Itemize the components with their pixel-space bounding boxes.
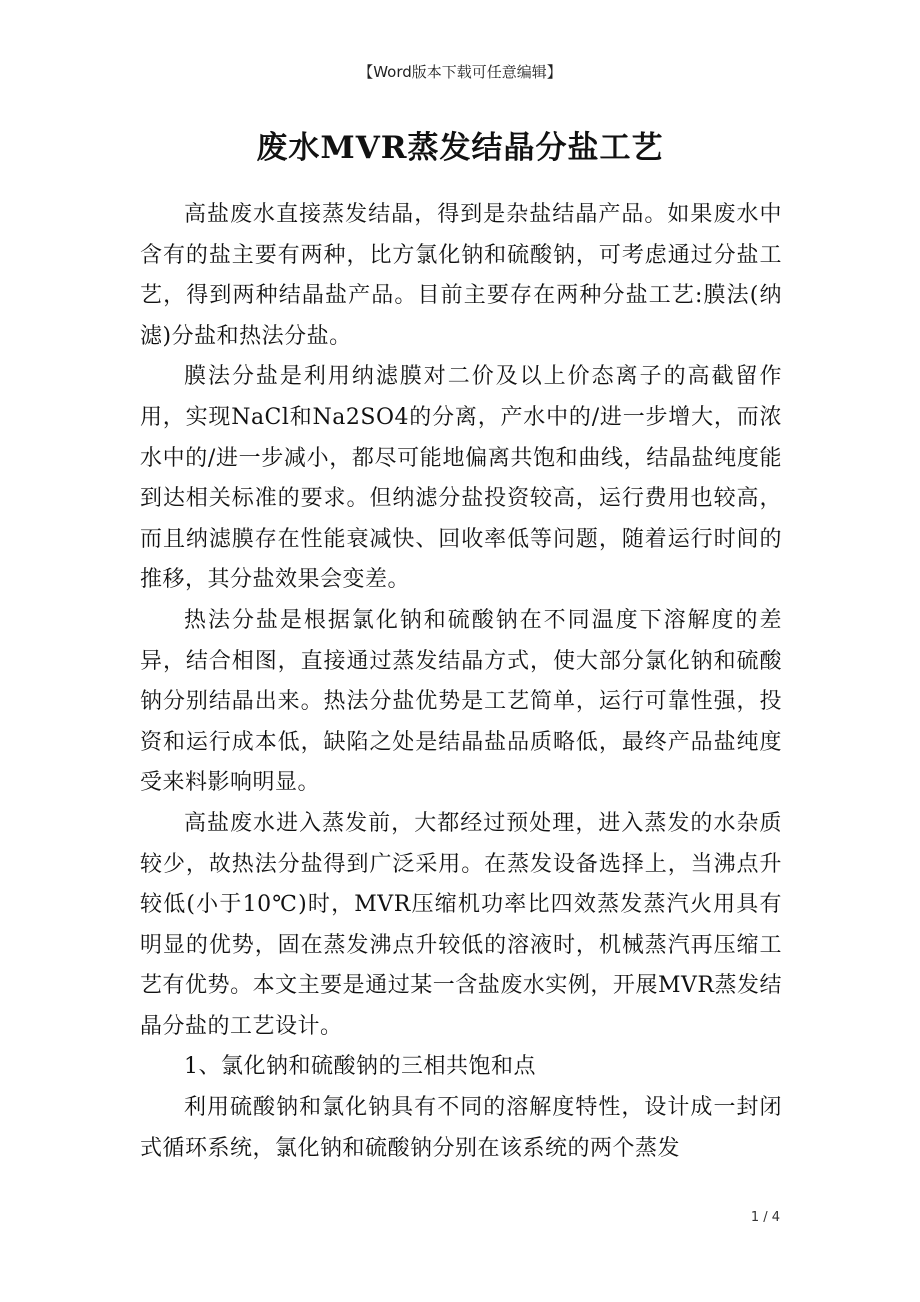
document-title: 废水MVR蒸发结晶分盐工艺 bbox=[256, 130, 664, 166]
page-number: 1 / 4 bbox=[750, 1210, 780, 1225]
paragraph-intro: 高盐废水直接蒸发结晶，得到是杂盐结晶产品。如果废水中含有的盐主要有两种，比方氯化钠和硫酸钠，可考虑通过分盐工艺，得到两种结晶盐产品。目前主要存在两种分盐工艺:膜法(纳滤)分盐和热法分盐。 bbox=[140, 202, 782, 349]
download-note-header: 【Word版本下载可任意编辑】 bbox=[358, 63, 562, 81]
document-body bbox=[140, 195, 782, 1169]
section-heading-triple-point: 1、氯化钠和硫酸钠的三相共饱和点 bbox=[184, 1054, 536, 1080]
paragraph-closed-loop: 利用硫酸钠和氯化钠具有不同的溶解度特性，设计成一封闭式循环系统，氯化钠和硫酸钠分别在该系统的两个蒸发 bbox=[140, 1095, 782, 1161]
paragraph-thermal-method: 热法分盐是根据氯化钠和硫酸钠在不同温度下溶解度的差异，结合相图，直接通过蒸发结晶方式，使大部分氯化钠和硫酸钠分别结晶出来。热法分盐优势是工艺简单，运行可靠性强，投资和运行成本低，缺陷之处是结晶盐品质略低，最终产品盐纯度受来料影响明显。 bbox=[140, 607, 782, 796]
paragraph-mvr-selection: 高盐废水进入蒸发前，大都经过预处理，进入蒸发的水杂质较少，故热法分盐得到广泛采用。在蒸发设备选择上，当沸点升较低(小于10℃)时，MVR压缩机功率比四效蒸发蒸汽火用具有明显的优势，固在蒸发沸点升较低的溶液时，机械蒸汽再压缩工艺有优势。本文主要是通过某一含盐废水实例，开展MVR蒸发结晶分盐的工艺设计。 bbox=[140, 810, 782, 1039]
paragraph-membrane-method: 膜法分盐是利用纳滤膜对二价及以上价态离子的高截留作用，实现NaCl和Na2SO4的分离，产水中的/进一步增大，而浓水中的/进一步减小，都尽可能地偏离共饱和曲线，结晶盐纯度能到达相关标准的要求。但纳滤分盐投资较高，运行费用也较高，而且纳滤膜存在性能衰减快、回收率低等问题，随着运行时间的推移，其分盐效果会变差。 bbox=[140, 364, 782, 593]
